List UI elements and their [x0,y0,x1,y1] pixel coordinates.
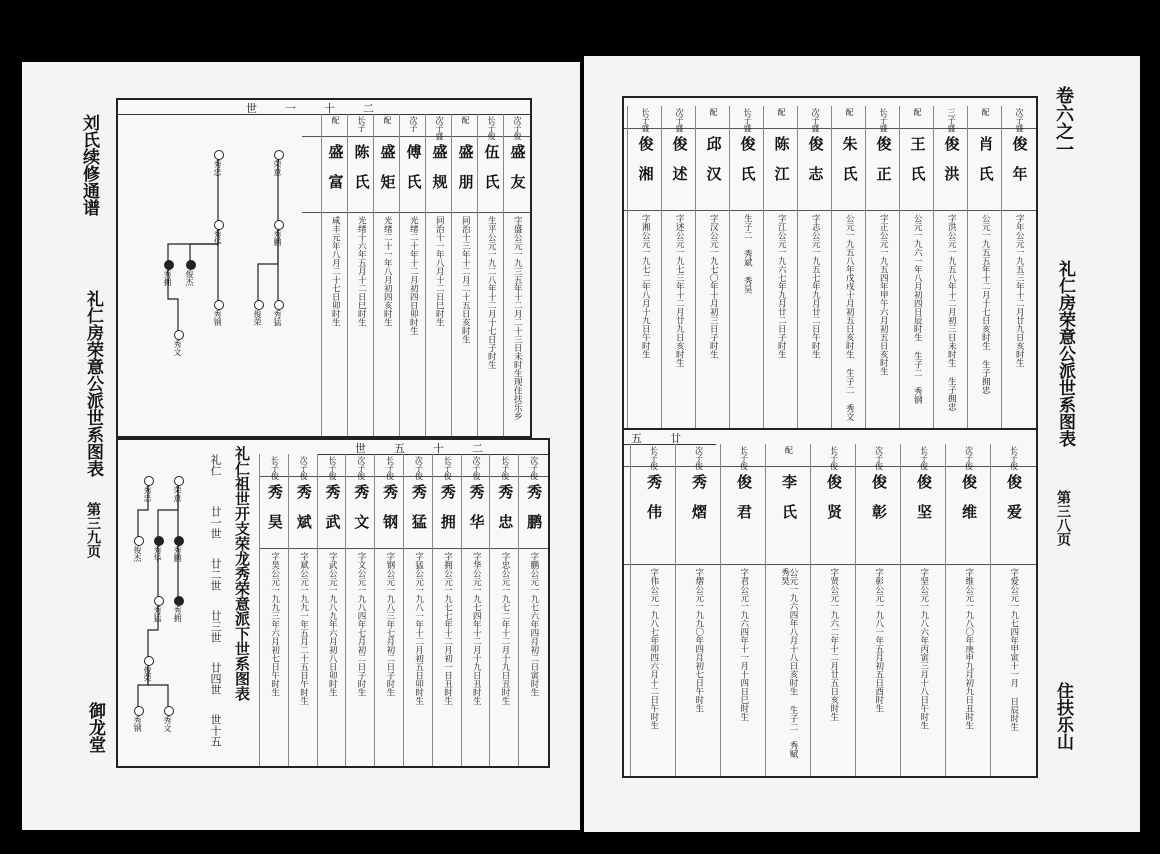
entry-column [763,106,798,430]
entry-name-top: 俊 [870,474,888,489]
entry-note: 字盛公元一九三五年十二月二十三日未时生现住扶乐乡 [512,216,523,420]
tree-node-marker [164,260,174,270]
right-margin-branch: 礼仁房荣意公派世系图表 [1055,260,1075,447]
entry-name-bottom: 富 [326,174,345,189]
entry-note: 公元一九五五年十二月十七日亥时生 生子拥忠 [980,214,991,394]
entry-note: 字汉公元一九七〇年十月初三日子时生 [708,214,719,359]
entry-name-bottom: 昊 [265,514,284,529]
entry-name-bottom: 坚 [915,504,933,519]
entry-name-top: 俊 [738,136,757,151]
entry-column [855,444,901,776]
entry-name-bottom: 爱 [1005,504,1023,519]
entry-note: 字江公元一九六七年九月廿二日子时生 [776,214,787,359]
entry-column [865,106,900,430]
entry-column [373,114,400,436]
entry-note: 字拥公元一九七七年十二月初一日丑时生 [442,552,453,705]
entry-column [729,106,764,430]
entry-note: 字洪公元一九五八年十二月初三日未时生 生子拥忠 [946,214,957,411]
entry-name-bottom: 湘 [636,166,655,181]
right-bottom-gen-label: 五廿 [624,430,716,445]
entry-name-top: 俊 [825,474,843,489]
tree-node-marker [174,330,184,340]
entry-role: 长子俊 [385,456,395,480]
tree-link [168,224,218,264]
entry-name-bottom: 维 [960,504,978,519]
entry-name-top: 秀 [381,484,400,499]
generation-label: 廿三世 [209,610,222,643]
entry-note: 光绪二十一年八月初四亥时生 [382,216,393,327]
entry-name-top: 俊 [670,136,689,151]
generation-label: 廿二世 [209,558,222,591]
entry-role: 长子俊 [649,446,659,470]
entry-note: 字文公元一九八四年七月初二日子时生 [356,552,367,697]
entry-column [347,114,374,436]
entry-role: 配 [777,108,786,116]
entry-note: 同治十一年八月十二日巳时生 [434,216,445,327]
entry-note: 同治十三年十二月二十五日亥时生 [460,216,471,344]
entry-name-bottom: 伟 [645,504,663,519]
left-margin-branch: 礼仁房荣意公派世系图表 [83,290,103,477]
entry-column [425,114,452,436]
right-margin-volume: 卷六之一 [1053,86,1074,158]
entry-role: 次子俊 [414,456,424,480]
entry-role: 配 [784,446,794,454]
entry-name-bottom: 氏 [352,174,371,189]
entry-column [899,106,934,430]
left-top-entries [302,114,530,436]
tree-node-marker [134,536,144,546]
entry-column [489,454,519,766]
right-margin-residence: 住扶乐山 [1053,682,1073,750]
entry-column [627,106,662,430]
entry-note: 字伟公元一九八七年卯四六月十二日午时生 [648,568,659,730]
entry-name-top: 俊 [1010,136,1029,151]
tree-node-label: 秀忠 [213,160,222,176]
tree-node-label: 秀忠 [143,486,152,502]
tree-node-label: 秀鹏 [273,230,282,246]
entry-column [933,106,968,430]
generation-label: 世十五 [209,714,222,747]
entry-column [399,114,426,436]
left-margin-title: 刘氏续修通谱 [79,114,99,216]
entry-name-bottom: 述 [670,166,689,181]
entry-role: 长子俊 [500,456,510,480]
entry-role: 次子俊 [874,446,884,470]
tree-node-marker [254,300,264,310]
entry-note: 字维公元一九八〇年庚申九月初九日丑时生 [963,568,974,730]
entry-name-top: 傅 [404,144,423,159]
entry-name-bottom: 友 [508,174,527,189]
entry-column [900,444,946,776]
entry-name-bottom: 氏 [840,166,859,181]
entry-note: 字华公元一九七四年十二月十九日丑时生 [471,552,482,705]
entry-name-top: 秀 [690,474,708,489]
tree-node-label: 秀拥 [173,606,182,622]
left-section-title: 礼仁祖世开支荣龙秀荣意派下世系图表 [233,446,251,701]
entry-name-top: 秀 [645,474,663,489]
tree-node-marker [186,260,196,270]
entry-role: 次子盛 [811,108,820,132]
entry-note: 字正公元一九五四年甲午六月初五日亥时生 [878,214,889,376]
entry-note: 字忠公元一九七二年十二月十九日丑时生 [500,552,511,705]
entry-role: 配 [461,116,470,124]
entry-role: 配 [709,108,718,116]
entry-note: 字志公元一九五七年九月廿二日午时生 [810,214,821,359]
left-gen-column [204,448,232,758]
entry-name-top: 陈 [352,144,371,159]
right-bottom-table [622,428,1038,778]
entry-note: 光绪二十年十二月初四日卯时生 [408,216,419,335]
entry-column [518,454,548,766]
tree-node-marker [274,300,284,310]
tree-node-label: 荣意 [173,486,182,502]
entry-note: 字年公元一九五三年十二月廿九日亥时生 [1014,214,1025,367]
entry-column [797,106,832,430]
entry-column [765,444,811,776]
tree-node-label: 秀钢 [213,310,222,326]
tree-node-marker [274,220,284,230]
entry-column [259,454,289,766]
entry-role: 次子俊 [513,116,522,140]
tree-node-marker [274,150,284,160]
entry-name-top: 伍 [482,144,501,159]
left-bottom-table [116,438,550,768]
right-bottom-entries [624,444,1036,776]
entry-name-bottom: 氏 [404,174,423,189]
entry-column [675,444,721,776]
entry-column [451,114,478,436]
entry-name-bottom: 志 [806,166,825,181]
right-top-entries [624,106,1036,430]
entry-role: 长子俊 [829,446,839,470]
tree-node-marker [144,476,154,486]
entry-role: 长子盛 [641,108,650,132]
entry-note: 生平公元一九二八年十二月十七日子时生 [486,216,497,369]
entry-name-top: 秀 [525,484,544,499]
entry-column [945,444,991,776]
entry-name-top: 俊 [1005,474,1023,489]
entry-name-bottom: 贤 [825,504,843,519]
entry-name-bottom: 朋 [456,174,475,189]
entry-name-top: 俊 [735,474,753,489]
entry-role: 次子俊 [472,456,481,480]
generation-label: 廿四世 [209,662,222,695]
entry-name-top: 肖 [976,136,995,151]
entry-name-bottom: 氏 [780,504,798,519]
entry-column [374,454,404,766]
entry-name-bottom: 氏 [738,166,757,181]
entry-name-bottom: 文 [352,514,371,529]
left-bottom-tree [118,450,202,760]
entry-name-top: 俊 [942,136,961,151]
entry-note: 字武公元一九八九年六月初八日卯时生 [327,552,338,697]
entry-role: 长子俊 [270,456,280,480]
tree-node-label: 秀华 [213,230,222,246]
entry-column [317,454,347,766]
entry-column [1001,106,1036,430]
entry-name-bottom: 猛 [409,514,428,529]
entry-role: 配 [383,116,392,124]
tree-node-label: 俊杰 [185,270,194,286]
entry-name-bottom: 钢 [381,514,400,529]
entry-name-bottom: 江 [772,166,791,181]
tree-node-label: 秀猛 [153,606,162,622]
tree-node-label: 荣意 [273,160,282,176]
entry-note: 字斌公元一九九一年五月二十五日午时生 [298,552,309,705]
entry-name-top: 俊 [874,136,893,151]
entry-name-top: 秀 [265,484,284,499]
entry-column [831,106,866,430]
tree-node-marker [214,150,224,160]
entry-role: 配 [331,116,340,124]
tree-node-label: 秀猛 [273,310,282,326]
entry-note: 字贤公元一九六二年十二月廿五日亥时生 [828,568,839,721]
entry-note: 字湘公元一九七二年八月十九日午时生 [640,214,651,359]
entry-note: 字钢公元一九八三年七月初二日子时生 [384,552,395,697]
entry-name-bottom: 武 [323,514,342,529]
entry-name-top: 俊 [960,474,978,489]
entry-column [432,454,462,766]
entry-role: 次子俊 [529,456,539,480]
entry-note: 字君公元一九六四年十一月十四日巳时生 [738,568,749,721]
entry-column [503,114,530,436]
entry-column [990,444,1036,776]
tree-node-marker [174,536,184,546]
entry-role: 长子 [357,116,366,132]
left-top-gen-label: 世一十二 [118,100,530,115]
entry-note: 咸丰元年八月二十七日卯时生 [330,216,341,327]
entry-note: 公元一九六一年八月初四日辰时生 生子二 秀钢 [912,214,923,404]
entry-role: 配 [981,108,990,116]
entry-name-bottom: 熠 [690,504,708,519]
entry-name-top: 朱 [840,136,859,151]
tree-node-label: 秀文 [173,340,182,356]
entry-role: 三子盛 [947,108,956,132]
left-bottom-entries [260,454,548,766]
entry-column [720,444,766,776]
entry-role: 长子俊 [443,456,453,480]
entry-name-top: 秀 [467,484,486,499]
entry-role: 次子盛 [675,108,684,132]
entry-role: 长子俊 [487,116,496,140]
entry-name-top: 李 [780,474,798,489]
entry-name-bottom: 彰 [870,504,888,519]
tree-node-label: 俊杰 [133,546,142,562]
entry-role: 配 [845,108,854,116]
entry-name-top: 俊 [806,136,825,151]
tree-node-label: 秀华 [153,546,162,562]
entry-name-bottom: 氏 [482,174,501,189]
entry-role: 次子俊 [299,456,309,480]
entry-note: 字彰公元一九八一年五月初五日酉时生 [873,568,884,713]
left-margin-hall: 御龙堂 [85,702,105,753]
entry-name-bottom: 汉 [704,166,723,181]
entry-column [810,444,856,776]
entry-name-bottom: 年 [1010,166,1029,181]
entry-role: 长子俊 [328,456,337,480]
entry-name-top: 秀 [294,484,313,499]
entry-role: 长子俊 [919,446,929,470]
entry-name-top: 秀 [352,484,371,499]
tree-node-marker [214,220,224,230]
entry-name-bottom: 鹏 [525,514,544,529]
entry-role: 次子俊 [964,446,974,470]
entry-name-bottom: 正 [874,166,893,181]
tree-node-label: 秀文 [163,716,172,732]
entry-name-bottom: 洪 [942,166,961,181]
entry-column [461,454,491,766]
entry-name-top: 秀 [409,484,428,499]
entry-name-bottom: 规 [430,174,449,189]
left-top-table [116,98,532,438]
entry-role: 次子盛 [435,116,444,140]
entry-column [695,106,730,430]
entry-name-top: 陈 [772,136,791,151]
entry-column [345,454,375,766]
entry-name-bottom: 忠 [496,514,515,529]
entry-note: 字坚公元一九八六年丙寅三月十八日午时生 [918,568,929,730]
entry-note: 字爱公元一九七四年甲寅十一月 日辰时生 [1008,568,1019,731]
entry-name-top: 盛 [456,144,475,159]
entry-name-top: 秀 [438,484,457,499]
entry-role: 长子盛 [879,108,888,132]
entry-role: 次子盛 [1015,108,1024,132]
generation-label: 礼仁 [209,454,222,476]
entry-name-top: 盛 [326,144,345,159]
entry-note: 字熠公元一九九〇年四月初七日午时生 [693,568,704,713]
entry-name-top: 盛 [508,144,527,159]
tree-node-marker [154,536,164,546]
entry-note: 生子二 秀斌 秀昊 [742,214,753,294]
entry-role: 次子俊 [356,456,366,480]
entry-name-top: 盛 [378,144,397,159]
entry-name-bottom: 君 [735,504,753,519]
tree-node-marker [134,706,144,716]
left-bottom-gen-label: 世五十二 [318,440,548,455]
entry-name-top: 盛 [430,144,449,159]
tree-node-marker [214,300,224,310]
tree-node-label: 秀拥 [163,270,172,286]
tree-node-label: 秀钢 [133,716,142,732]
right-top-table [622,96,1038,432]
entry-note: 光绪十六年五月十二日巳时生 [356,216,367,327]
generation-label: 廿一世 [209,506,222,539]
entry-role: 长子俊 [1009,446,1019,470]
entry-column [967,106,1002,430]
entry-column [630,444,676,776]
entry-name-top: 邱 [704,136,723,151]
entry-name-bottom: 斌 [294,514,313,529]
tree-node-marker [164,706,174,716]
entry-name-bottom: 拥 [438,514,457,529]
entry-name-bottom: 矩 [378,174,397,189]
entry-role: 配 [913,108,922,116]
entry-name-top: 俊 [915,474,933,489]
tree-node-marker [144,656,154,666]
tree-node-label: 俊荣 [143,666,152,682]
entry-role: 次子俊 [694,446,704,470]
tree-node-label: 俊荣 [253,310,262,326]
entry-role: 次子 [409,116,418,132]
entry-note: 字述公元一九七三年十二月廿九日亥时生 [674,214,685,367]
left-margin-page: 第三九页 [85,502,101,558]
entry-note: 字鹏公元一九七六年四月初二日寅时生 [528,552,539,697]
left-top-tree [118,114,302,436]
entry-note: 字昊公元一九九三年六月初七日午时生 [269,552,280,697]
entry-name-top: 俊 [636,136,655,151]
entry-role: 长子盛 [743,108,752,132]
tree-node-marker [174,476,184,486]
entry-name-bottom: 华 [467,514,486,529]
right-page [584,56,1140,832]
tree-node-marker [174,596,184,606]
entry-name-bottom: 氏 [908,166,927,181]
entry-column [321,114,348,436]
entry-name-top: 王 [908,136,927,151]
entry-column [403,454,433,766]
left-page [22,62,580,830]
entry-column [661,106,696,430]
tree-node-label: 秀鹏 [173,546,182,562]
entry-note: 公元一九五八年戊戌十月初五日亥时生 生子二 秀文 [844,214,855,421]
tree-node-marker [154,596,164,606]
entry-note: 字猛公元一九八一年十二月初五日卯时生 [413,552,424,705]
entry-name-bottom: 氏 [976,166,995,181]
entry-note: 公元一九六四年八月十八日亥时生 生子二 秀赋 秀昊 [779,568,798,758]
right-margin-page: 第三八页 [1055,490,1071,546]
entry-column [288,454,318,766]
entry-name-top: 秀 [496,484,515,499]
entry-column [477,114,504,436]
entry-role: 长子俊 [739,446,749,470]
entry-name-top: 秀 [323,484,342,499]
